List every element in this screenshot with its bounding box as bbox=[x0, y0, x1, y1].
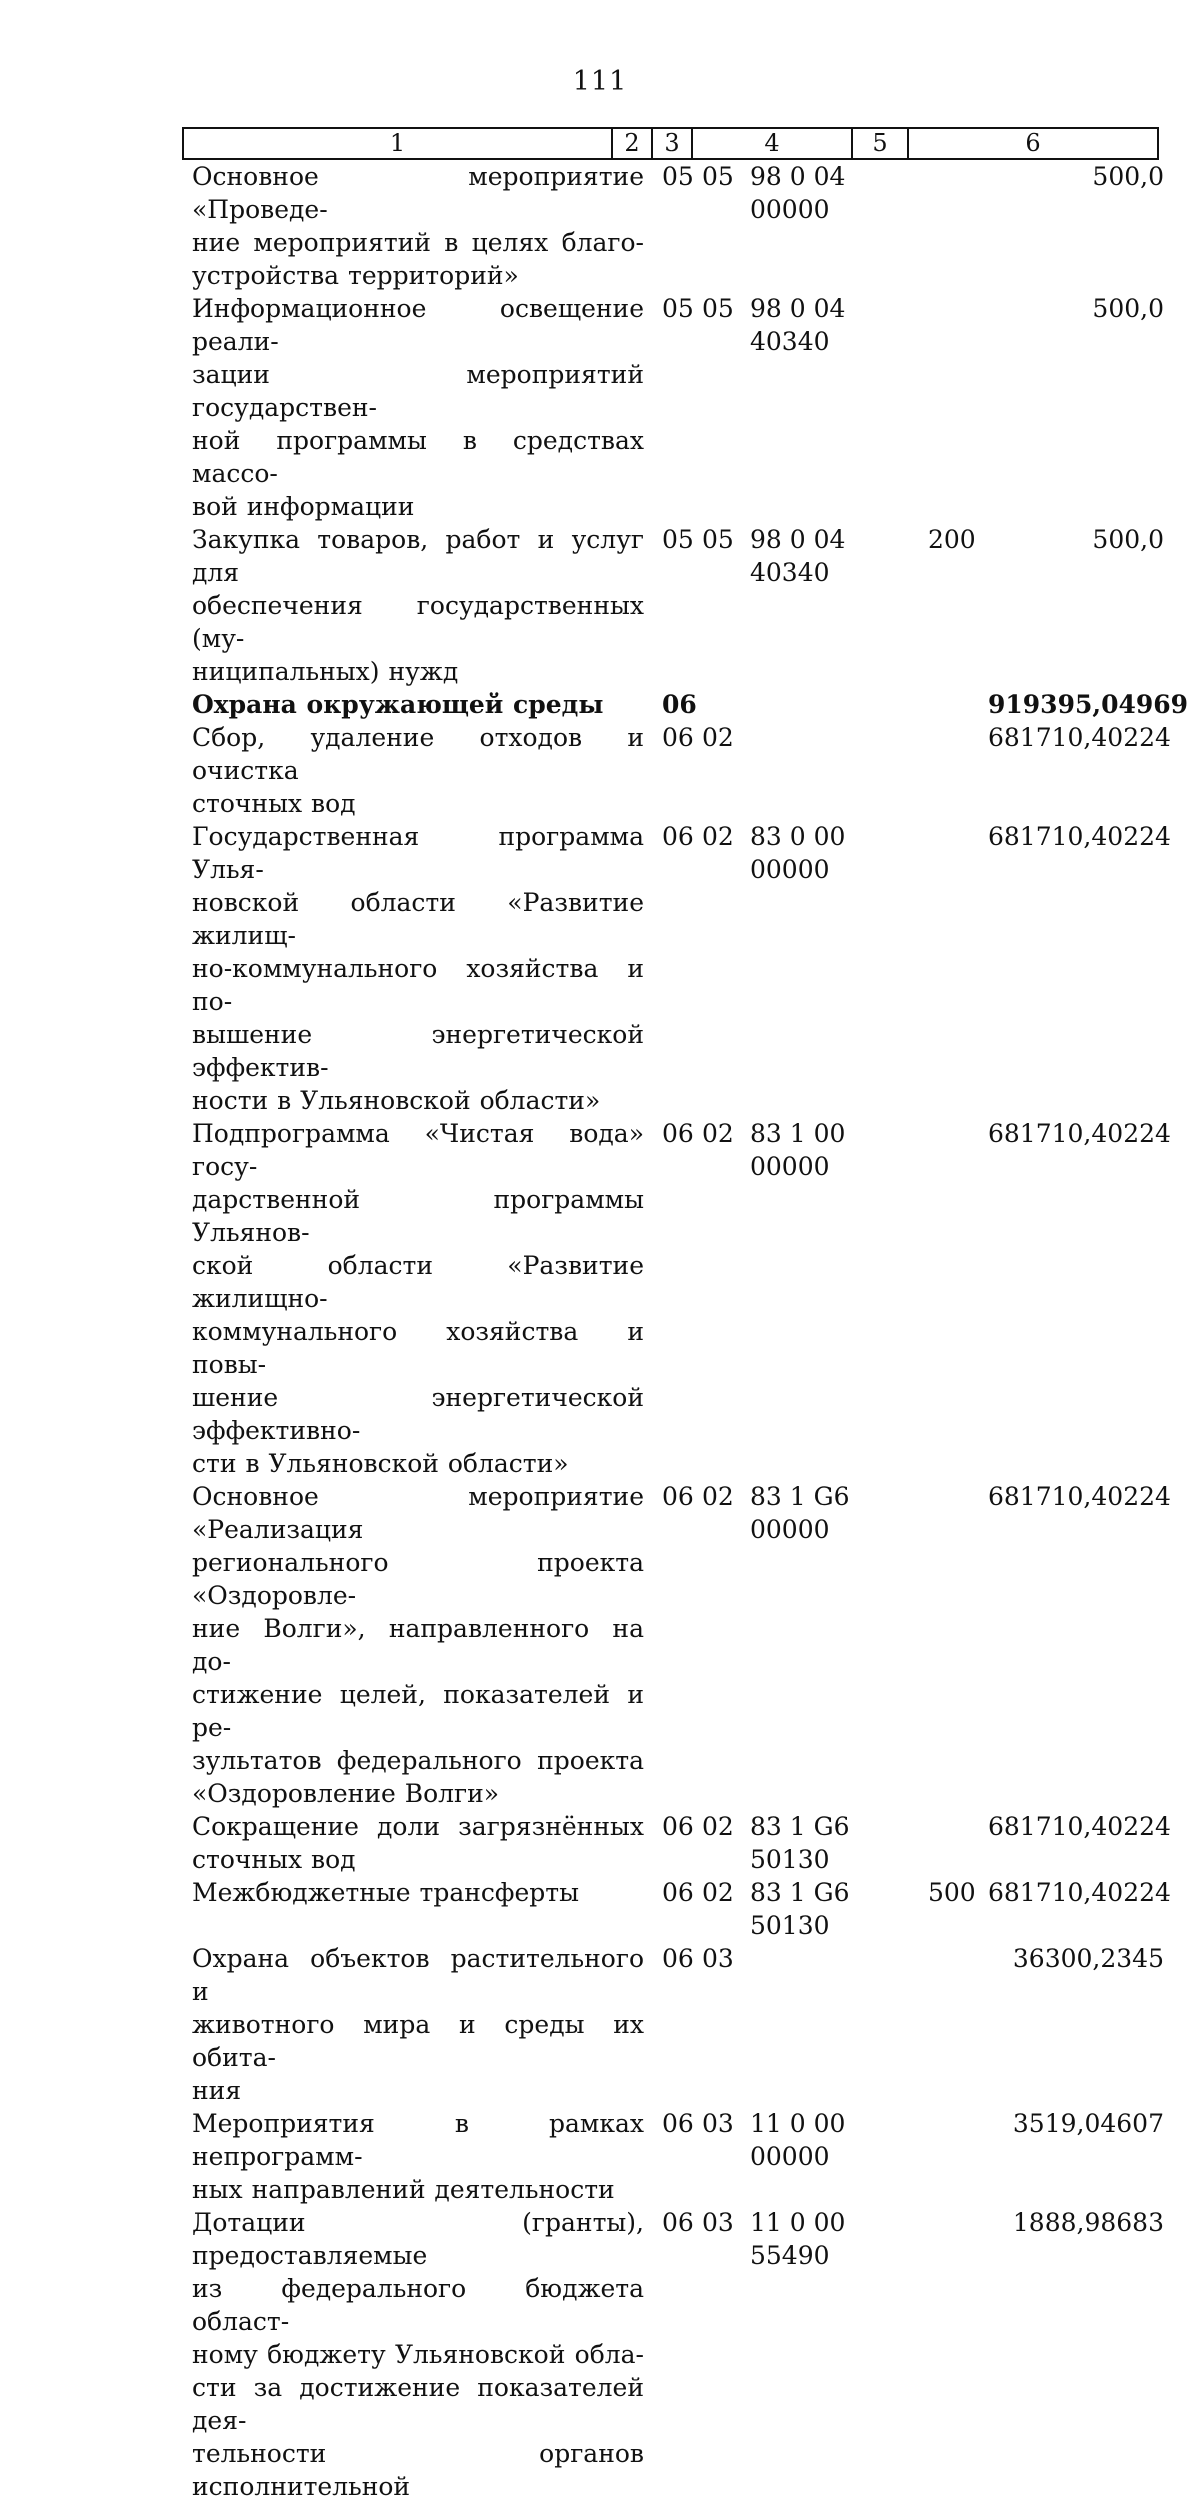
row-expense-type bbox=[928, 1810, 988, 1876]
row-expense-type bbox=[928, 2206, 988, 2503]
row-name-line: Мероприятия в рамках непрограмм- bbox=[192, 2109, 644, 2171]
row-section: 06 bbox=[662, 1944, 694, 1973]
row-subsection: 05 bbox=[702, 294, 734, 323]
row-name-line: «Оздоровление Волги» bbox=[192, 1779, 500, 1808]
row-name-line: обеспечения государственных (му- bbox=[192, 591, 644, 653]
row-name-line: ности в Ульяновской области» bbox=[192, 1086, 601, 1115]
row-section: 06 bbox=[662, 1878, 694, 1907]
row-name-line: Государственная программа Улья- bbox=[192, 822, 644, 884]
row-name-line: но-коммунального хозяйства и по- bbox=[192, 954, 644, 1016]
row-name-line: стижение целей, показателей и ре- bbox=[192, 1680, 644, 1742]
row-name-line: ния bbox=[192, 2076, 242, 2105]
row-name-line: Дотации (гранты), предоставляемые bbox=[192, 2208, 644, 2270]
row-sum: 681710,40224 bbox=[988, 822, 1171, 851]
row-name-line: новской области «Развитие жилищ- bbox=[192, 888, 644, 950]
row-expense-type bbox=[928, 1117, 988, 1480]
row-name-line: дарственной программы Ульянов- bbox=[192, 1185, 644, 1247]
row-sum: 681710,40224 bbox=[988, 1119, 1171, 1148]
row-expense-type bbox=[928, 292, 988, 523]
row-subsection: 02 bbox=[702, 822, 734, 851]
row-subsection: 02 bbox=[702, 1878, 734, 1907]
row-target-code: 83 1 G6 50130 bbox=[750, 1812, 850, 1874]
table-row bbox=[192, 1876, 1172, 1942]
row-subsection: 03 bbox=[702, 2208, 734, 2237]
row-name-line: устройства территорий» bbox=[192, 261, 519, 290]
row-name-line: ной программы в средствах массо- bbox=[192, 426, 644, 488]
header-col-1: 1 bbox=[184, 129, 613, 158]
row-name-line: регионального проекта «Оздоровле- bbox=[192, 1548, 644, 1610]
row-target-code: 11 0 00 00000 bbox=[750, 2109, 846, 2171]
row-name-line: Сокращение доли загрязнённых bbox=[192, 1812, 644, 1841]
table-row bbox=[192, 292, 1172, 523]
row-sum: 500,0 bbox=[1092, 294, 1164, 323]
row-name-line: Подпрограмма «Чистая вода» госу- bbox=[192, 1119, 644, 1181]
header-col-4: 4 bbox=[693, 129, 853, 158]
row-name-line: зации мероприятий государствен- bbox=[192, 360, 644, 422]
table-body bbox=[192, 160, 1189, 2503]
row-section: 05 bbox=[662, 162, 694, 191]
row-sum: 681710,40224 bbox=[988, 1812, 1171, 1841]
row-expense-type bbox=[928, 2107, 988, 2206]
row-expense-type bbox=[928, 688, 988, 721]
row-name-line: ние Волги», направленного на до- bbox=[192, 1614, 644, 1676]
row-subsection: 05 bbox=[702, 162, 734, 191]
row-section: 06 bbox=[662, 1119, 694, 1148]
row-sum: 681710,40224 bbox=[988, 1878, 1171, 1907]
row-name-line: вышение энергетической эффектив- bbox=[192, 1020, 644, 1082]
row-name-line: ному бюджету Ульяновской обла- bbox=[192, 2340, 644, 2369]
row-target-code: 11 0 00 55490 bbox=[750, 2208, 846, 2270]
row-name bbox=[192, 688, 644, 721]
row-name-line: Основное мероприятие «Реализация bbox=[192, 1482, 644, 1544]
row-subsection bbox=[702, 688, 742, 721]
row-target-code: 83 0 00 00000 bbox=[750, 822, 846, 884]
row-name-line: зультатов федерального проекта bbox=[192, 1746, 644, 1775]
table-row bbox=[192, 2107, 1172, 2206]
row-target-code: 83 1 G6 50130 bbox=[750, 1878, 850, 1940]
row-target-code bbox=[750, 688, 928, 721]
row-expense-type: 200 bbox=[928, 525, 976, 554]
row-subsection: 02 bbox=[702, 1482, 734, 1511]
row-name-line: коммунального хозяйства и повы- bbox=[192, 1317, 644, 1379]
row-target-code: 98 0 04 00000 bbox=[750, 162, 846, 224]
row-name bbox=[192, 1810, 644, 1876]
row-name-line: ниципальных) нужд bbox=[192, 657, 459, 686]
header-col-6: 6 bbox=[1025, 129, 1041, 157]
row-subsection: 03 bbox=[702, 1944, 734, 1973]
row-name bbox=[192, 2206, 644, 2503]
row-name-line: вой информации bbox=[192, 492, 415, 521]
table-row bbox=[192, 820, 1172, 1117]
row-sum: 36300,2345 bbox=[1012, 1944, 1164, 1973]
row-sum: 681710,40224 bbox=[988, 1482, 1171, 1511]
row-name-line: Информационное освещение реали- bbox=[192, 294, 644, 356]
row-name bbox=[192, 1480, 644, 1810]
row-name bbox=[192, 523, 644, 688]
row-name-line: Охрана объектов растительного и bbox=[192, 1944, 644, 2006]
row-expense-type bbox=[928, 1942, 988, 2107]
row-section: 06 bbox=[662, 723, 694, 752]
row-section: 05 bbox=[662, 294, 694, 323]
row-expense-type bbox=[928, 160, 988, 292]
row-name-line: животного мира и среды их обита- bbox=[192, 2010, 644, 2072]
table-row bbox=[192, 1810, 1172, 1876]
row-name-line: Основное мероприятие «Проведе- bbox=[192, 162, 644, 224]
row-name-line: Сбор, удаление отходов и очистка bbox=[192, 723, 644, 785]
row-expense-type bbox=[928, 1480, 988, 1810]
row-subsection: 03 bbox=[702, 2109, 734, 2138]
row-name-line: сти за достижение показателей дея- bbox=[192, 2373, 644, 2435]
row-sum: 500,0 bbox=[1092, 162, 1164, 191]
row-name-line: ние мероприятий в целях благо- bbox=[192, 228, 644, 257]
row-sum: 681710,40224 bbox=[988, 723, 1171, 752]
row-sum: 500,0 bbox=[1092, 525, 1164, 554]
table-row bbox=[192, 1480, 1172, 1810]
row-name bbox=[192, 292, 644, 523]
table-row bbox=[192, 523, 1172, 688]
row-subsection: 02 bbox=[702, 723, 734, 752]
row-name bbox=[192, 2107, 644, 2206]
row-sum: 1888,98683 bbox=[1012, 2208, 1164, 2237]
row-expense-type bbox=[928, 721, 988, 820]
row-section: 06 bbox=[662, 2208, 694, 2237]
row-target-code bbox=[750, 721, 928, 820]
row-section: 05 bbox=[662, 525, 694, 554]
row-name bbox=[192, 160, 644, 292]
header-col-2: 2 bbox=[613, 129, 653, 158]
row-name-line: Закупка товаров, работ и услуг для bbox=[192, 525, 644, 587]
row-name-line: ской области «Развитие жилищно- bbox=[192, 1251, 644, 1313]
row-target-code: 83 1 00 00000 bbox=[750, 1119, 846, 1181]
row-subsection: 02 bbox=[702, 1812, 734, 1841]
row-section: 06 bbox=[662, 1482, 694, 1511]
row-section: 06 bbox=[662, 2109, 694, 2138]
row-section: 06 bbox=[662, 690, 697, 719]
row-expense-type: 500 bbox=[928, 1878, 976, 1907]
table-row bbox=[192, 721, 1172, 820]
row-subsection: 05 bbox=[702, 525, 734, 554]
row-name bbox=[192, 721, 644, 820]
row-section: 06 bbox=[662, 1812, 694, 1841]
row-name-line: шение энергетической эффективно- bbox=[192, 1383, 644, 1445]
row-sum: 3519,04607 bbox=[1012, 2109, 1164, 2138]
table-row bbox=[192, 2206, 1172, 2503]
row-sum: 919395,04969 bbox=[988, 690, 1189, 719]
row-target-code: 83 1 G6 00000 bbox=[750, 1482, 850, 1544]
page-number: 111 bbox=[572, 66, 628, 97]
row-expense-type bbox=[928, 820, 988, 1117]
row-name-line: сточных вод bbox=[192, 789, 356, 818]
row-target-code: 98 0 04 40340 bbox=[750, 525, 846, 587]
row-name-line: тельности органов исполнительной bbox=[192, 2439, 644, 2501]
table-row bbox=[192, 688, 1189, 721]
row-name bbox=[192, 1117, 644, 1480]
table-header bbox=[182, 127, 1159, 160]
row-target-code: 98 0 04 40340 bbox=[750, 294, 846, 356]
table-row bbox=[192, 160, 1172, 292]
header-col-5: 5 bbox=[853, 129, 909, 158]
row-name-line: ных направлений деятельности bbox=[192, 2175, 615, 2204]
row-target-code bbox=[750, 1942, 928, 2107]
header-col-3: 3 bbox=[653, 129, 693, 158]
row-name bbox=[192, 820, 644, 1117]
row-name-line: сточных вод bbox=[192, 1845, 356, 1874]
table-row bbox=[192, 1117, 1172, 1480]
row-name-line: Межбюджетные трансферты bbox=[192, 1878, 580, 1907]
row-name-line: Охрана окружающей среды bbox=[192, 690, 604, 719]
row-name-line: сти в Ульяновской области» bbox=[192, 1449, 569, 1478]
table-row bbox=[192, 1942, 1172, 2107]
row-subsection: 02 bbox=[702, 1119, 734, 1148]
row-name bbox=[192, 1942, 644, 2107]
row-name-line: из федерального бюджета област- bbox=[192, 2274, 644, 2336]
row-name bbox=[192, 1876, 644, 1942]
row-section: 06 bbox=[662, 822, 694, 851]
